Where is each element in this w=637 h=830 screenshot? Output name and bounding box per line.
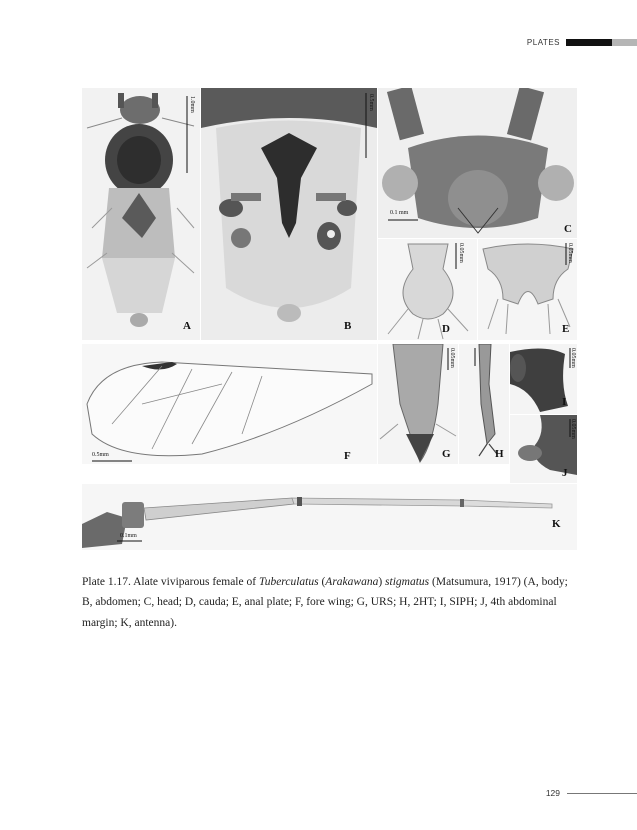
panel-e-scale-label: 0.05mm bbox=[567, 243, 573, 263]
panel-d-letter: D bbox=[442, 323, 450, 335]
panel-a-letter: A bbox=[183, 320, 191, 332]
panel-a-scale-label: 1.0mm bbox=[189, 96, 195, 113]
caption-open-paren: ( bbox=[318, 575, 326, 588]
panel-f-letter: F bbox=[344, 450, 351, 462]
panel-f-scale-label: 0.5mm bbox=[92, 452, 109, 458]
panel-c-head bbox=[378, 88, 577, 238]
panel-g-scale-label: 0.05mm bbox=[449, 348, 455, 368]
header-bar-dark bbox=[566, 39, 612, 46]
panel-h-letter: H bbox=[495, 448, 504, 460]
panel-g-letter: G bbox=[442, 448, 451, 460]
caption-genus: Tuberculatus bbox=[258, 575, 319, 588]
panel-i-image bbox=[510, 344, 577, 414]
header-bar-light bbox=[612, 39, 637, 46]
panel-h-2ht bbox=[459, 344, 509, 464]
panel-g-image bbox=[378, 344, 458, 464]
panel-c-scale-label: 0.1 mm bbox=[390, 210, 409, 216]
panel-j-scale-label: 0.05mm bbox=[570, 419, 576, 439]
panel-i-siph bbox=[510, 344, 577, 414]
panel-d-scale-label: 0.05mm bbox=[458, 243, 464, 263]
caption-close-paren: ) bbox=[378, 575, 386, 588]
panel-e-anal-plate bbox=[478, 239, 577, 340]
panel-k-image bbox=[82, 484, 577, 550]
panel-c-letter: C bbox=[564, 223, 572, 235]
panel-i-scale-label: 0.05mm bbox=[570, 348, 576, 368]
caption-rest: (Matsumura, 1917) (A, body; B, abdomen; C, head; D, cauda; E, anal plate; F, fore wing; G, URS; H, 2HT; I, SIPH; J, 4th abdominal margin; K, antenna). bbox=[82, 575, 568, 629]
panel-f-fore-wing bbox=[82, 344, 377, 464]
plate-figure bbox=[82, 88, 577, 550]
footer-rule bbox=[567, 793, 637, 794]
panel-g-urs bbox=[378, 344, 458, 464]
panel-j-letter: J bbox=[562, 467, 568, 479]
page-number: 129 bbox=[545, 788, 560, 798]
caption-prefix: Plate 1.17. Alate viviparous female of bbox=[82, 575, 259, 588]
panel-k-letter: K bbox=[552, 518, 561, 530]
panel-b-letter: B bbox=[344, 320, 352, 332]
header-label: PLATES bbox=[526, 37, 560, 47]
panel-j-abdominal-margin bbox=[510, 415, 577, 483]
running-header bbox=[527, 36, 637, 48]
caption-subgenus: Arakawana bbox=[325, 575, 379, 588]
panel-h-image bbox=[459, 344, 509, 464]
panel-b-scale-label: 0.5mm bbox=[368, 94, 374, 111]
panel-a-image bbox=[82, 88, 200, 340]
panel-a-body bbox=[82, 88, 200, 340]
panel-f-image bbox=[82, 344, 377, 464]
panel-k-antenna bbox=[82, 484, 577, 550]
panel-b-image bbox=[201, 88, 377, 340]
panel-d-cauda bbox=[378, 239, 477, 340]
page-footer bbox=[546, 788, 637, 798]
figure-caption bbox=[82, 572, 578, 634]
caption-species: stigmatus bbox=[385, 575, 430, 588]
panel-e-letter: E bbox=[562, 323, 570, 335]
panel-i-letter: I bbox=[562, 396, 567, 408]
panel-k-scale-label: 0.1mm bbox=[120, 533, 137, 539]
panel-b-abdomen bbox=[201, 88, 377, 340]
